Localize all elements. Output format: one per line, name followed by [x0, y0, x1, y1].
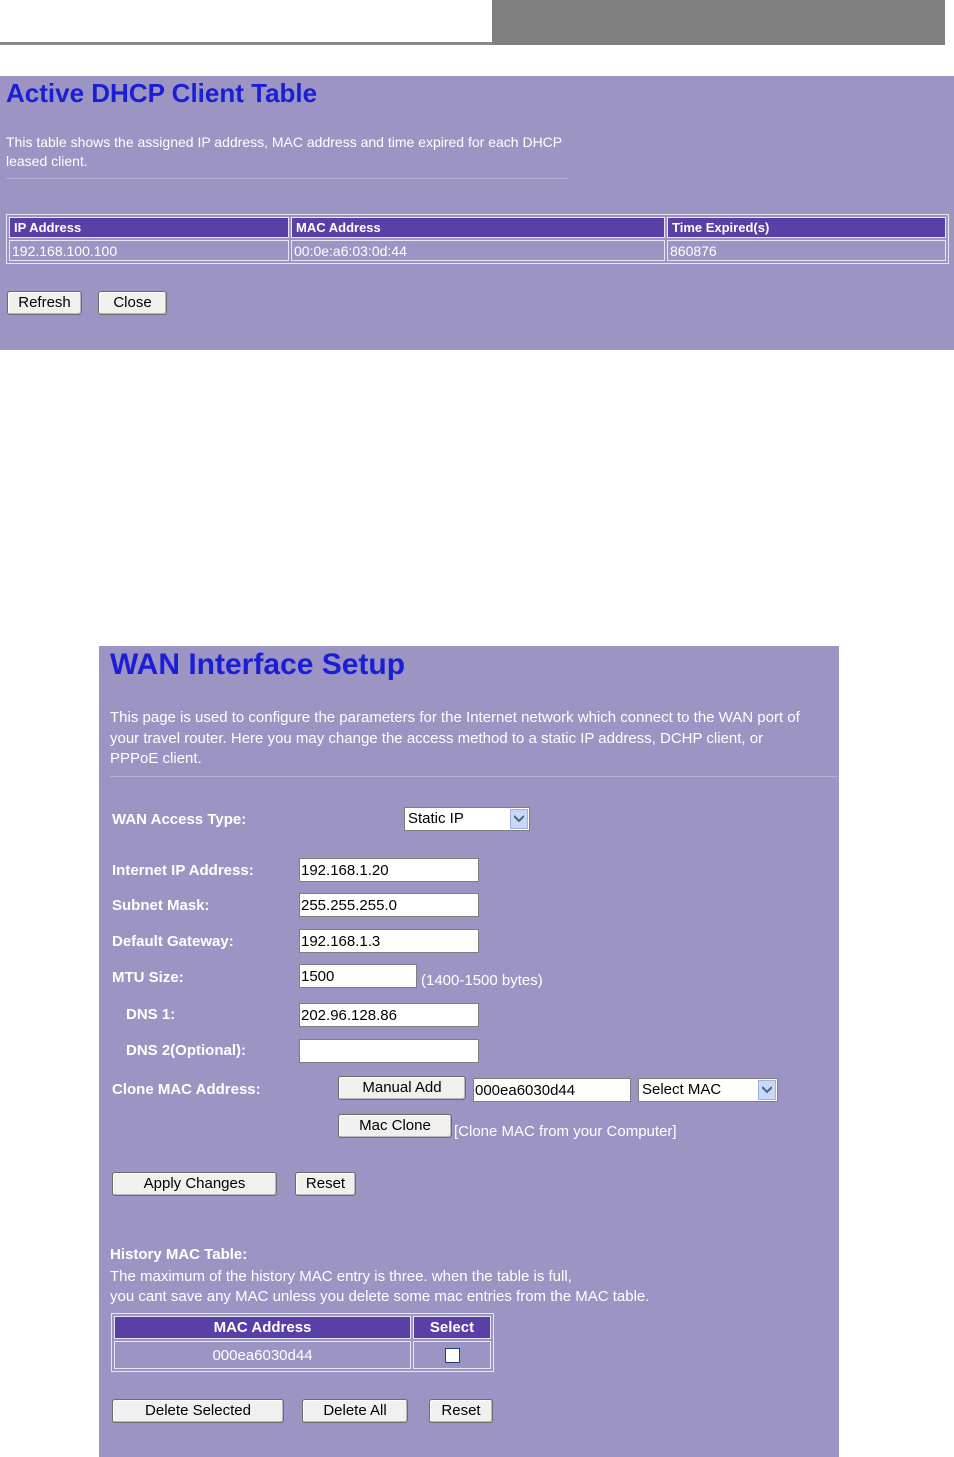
cell-mac: 000ea6030d44 [114, 1341, 411, 1369]
dns1-input[interactable] [299, 1003, 479, 1027]
chevron-down-icon[interactable] [758, 1080, 776, 1100]
wan-interface-panel [99, 646, 839, 1457]
header-bar [492, 0, 945, 45]
select-mac-value: Select MAC [642, 1081, 722, 1098]
column-header-time: Time Expired(s) [667, 217, 946, 238]
dhcp-client-table [6, 214, 949, 264]
table-row [9, 240, 946, 261]
history-mac-table [111, 1313, 494, 1372]
delete-selected-button[interactable]: Delete Selected [112, 1399, 284, 1423]
mtu-range-note: (1400-1500 bytes) [421, 972, 543, 989]
wan-access-type-select[interactable] [404, 807, 530, 831]
subnet-mask-input[interactable] [299, 893, 479, 917]
dhcp-client-panel [0, 76, 954, 350]
close-button[interactable]: Close [98, 291, 167, 315]
column-header-ip: IP Address [9, 217, 289, 238]
dns1-label: DNS 1: [126, 1006, 176, 1023]
table-row [114, 1341, 491, 1369]
page-description: This page is used to configure the parameters for the Internet network which connect to the WAN port of your travel router. Here you may change the access method to a static IP address, DCHP client, or PPPoE client. [110, 709, 800, 767]
default-gateway-input[interactable] [299, 929, 479, 953]
reset-button[interactable]: Reset [295, 1172, 356, 1196]
page-title: WAN Interface Setup [110, 648, 406, 681]
internet-ip-label: Internet IP Address: [112, 862, 254, 879]
select-mac-dropdown[interactable] [638, 1078, 778, 1102]
cell-select [413, 1341, 491, 1369]
page-title: Active DHCP Client Table [6, 78, 318, 108]
history-desc-line-1: The maximum of the history MAC entry is three. when the table is full, [110, 1268, 572, 1285]
mac-clone-note: [Clone MAC from your Computer] [454, 1123, 677, 1140]
clone-mac-label: Clone MAC Address: [112, 1081, 261, 1098]
table-header-row [114, 1316, 491, 1339]
select-checkbox[interactable] [445, 1348, 460, 1363]
subnet-mask-label: Subnet Mask: [112, 897, 210, 914]
default-gateway-label: Default Gateway: [112, 933, 234, 950]
history-mac-description [110, 1267, 810, 1307]
mtu-size-input[interactable] [299, 964, 417, 988]
internet-ip-input[interactable] [299, 858, 479, 882]
page-description: This table shows the assigned IP address, MAC address and time expired for each DHCP leased client. [6, 134, 562, 169]
delete-all-button[interactable]: Delete All [302, 1399, 408, 1423]
column-header-select: Select [413, 1316, 491, 1339]
table-header-row [9, 217, 946, 238]
chevron-down-icon[interactable] [510, 809, 528, 829]
clone-mac-input[interactable] [473, 1078, 631, 1102]
dns2-label: DNS 2(Optional): [126, 1042, 246, 1059]
refresh-button[interactable]: Refresh [7, 291, 82, 315]
cell-ip: 192.168.100.100 [9, 240, 289, 261]
reset-history-button[interactable]: Reset [429, 1399, 493, 1423]
divider [110, 776, 839, 777]
history-mac-title: History MAC Table: [110, 1246, 248, 1263]
wan-access-type-label: WAN Access Type: [112, 811, 247, 828]
header-divider [0, 42, 492, 45]
mac-clone-button[interactable]: Mac Clone [338, 1114, 452, 1138]
cell-mac: 00:0e:a6:03:0d:44 [291, 240, 665, 261]
divider [6, 178, 568, 179]
apply-changes-button[interactable]: Apply Changes [112, 1172, 277, 1196]
column-header-mac: MAC Address [114, 1316, 411, 1339]
cell-time: 860876 [667, 240, 946, 261]
mtu-size-label: MTU Size: [112, 969, 184, 986]
history-desc-line-2: you cant save any MAC unless you delete some mac entries from the MAC table. [110, 1288, 650, 1305]
manual-add-button[interactable]: Manual Add [338, 1076, 466, 1100]
column-header-mac: MAC Address [291, 217, 665, 238]
dns2-input[interactable] [299, 1039, 479, 1063]
wan-access-type-value: Static IP [408, 810, 464, 827]
